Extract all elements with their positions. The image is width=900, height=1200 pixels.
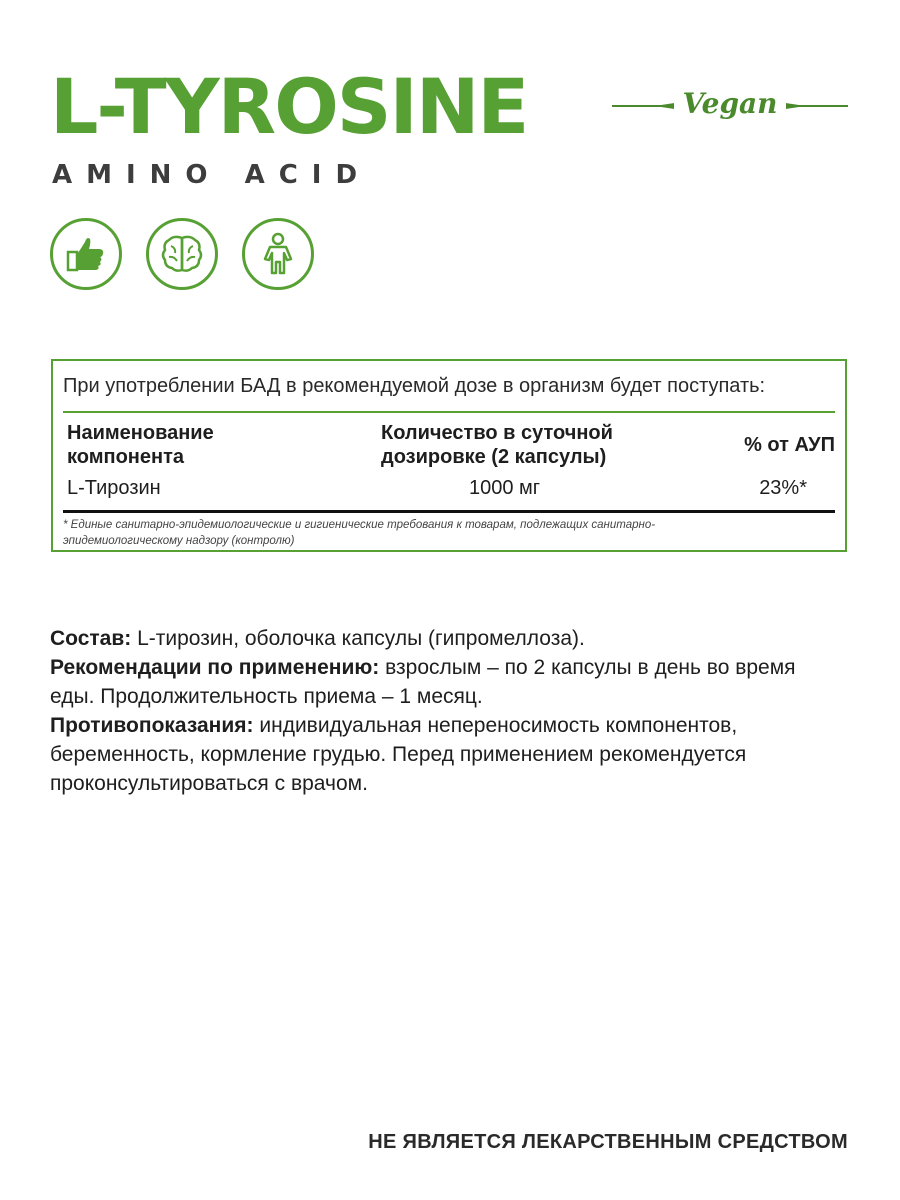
row-daily-amount: 1000 мг	[469, 477, 541, 499]
composition-text: L-тирозин, оболочка капсулы (гипромеллоза).	[131, 627, 585, 650]
nutrition-table	[51, 359, 847, 552]
composition-label: Состав:	[50, 627, 132, 650]
badge-divider-right	[786, 105, 848, 107]
table-divider	[63, 411, 835, 413]
header-component: Наименование компонента	[67, 422, 214, 468]
row-component-name: L-Тирозин	[67, 477, 161, 499]
vegan-badge	[612, 80, 848, 132]
person-icon	[242, 218, 314, 290]
row-percent-aup: 23%*	[759, 477, 807, 499]
badge-divider-left	[612, 105, 674, 107]
product-info	[50, 624, 810, 798]
table-intro: При употреблении БАД в рекомендуемой дозе в организм будет поступать:	[63, 375, 766, 397]
table-footnote: * Единые санитарно-эпидемиологические и гигиенические требования к товарам, подлежащих санитарно-эпидемиологическому надзору (контролю)	[63, 519, 656, 547]
thumbs-up-icon	[50, 218, 122, 290]
product-title: L-TYROSINE	[50, 62, 528, 151]
vegan-label: Vegan	[682, 86, 778, 120]
header-daily-amount: Количество в суточной дозировке (2 капсулы)	[381, 422, 613, 468]
composition-paragraph	[50, 624, 810, 653]
header-percent-aup: % от АУП	[744, 434, 835, 456]
table-bottom-rule	[63, 510, 835, 513]
contraindications-text: индивидуальная непереносимость компонентов, беременность, кормление грудью. Перед применением рекомендуется проконсультироваться с врачом.	[50, 714, 747, 795]
brain-icon	[146, 218, 218, 290]
usage-text: взрослым – по 2 капсулы в день во время еды. Продолжительность приема – 1 месяц.	[50, 656, 796, 708]
benefit-icons	[50, 218, 314, 290]
not-medicine-disclaimer: НЕ ЯВЛЯЕТСЯ ЛЕКАРСТВЕННЫМ СРЕДСТВОМ	[368, 1131, 848, 1153]
usage-paragraph	[50, 653, 810, 711]
product-subtitle: AMINO ACID	[52, 160, 372, 190]
contraindications-paragraph	[50, 711, 810, 798]
contraindications-label: Противопоказания:	[50, 714, 254, 737]
usage-label: Рекомендации по применению:	[50, 656, 380, 679]
